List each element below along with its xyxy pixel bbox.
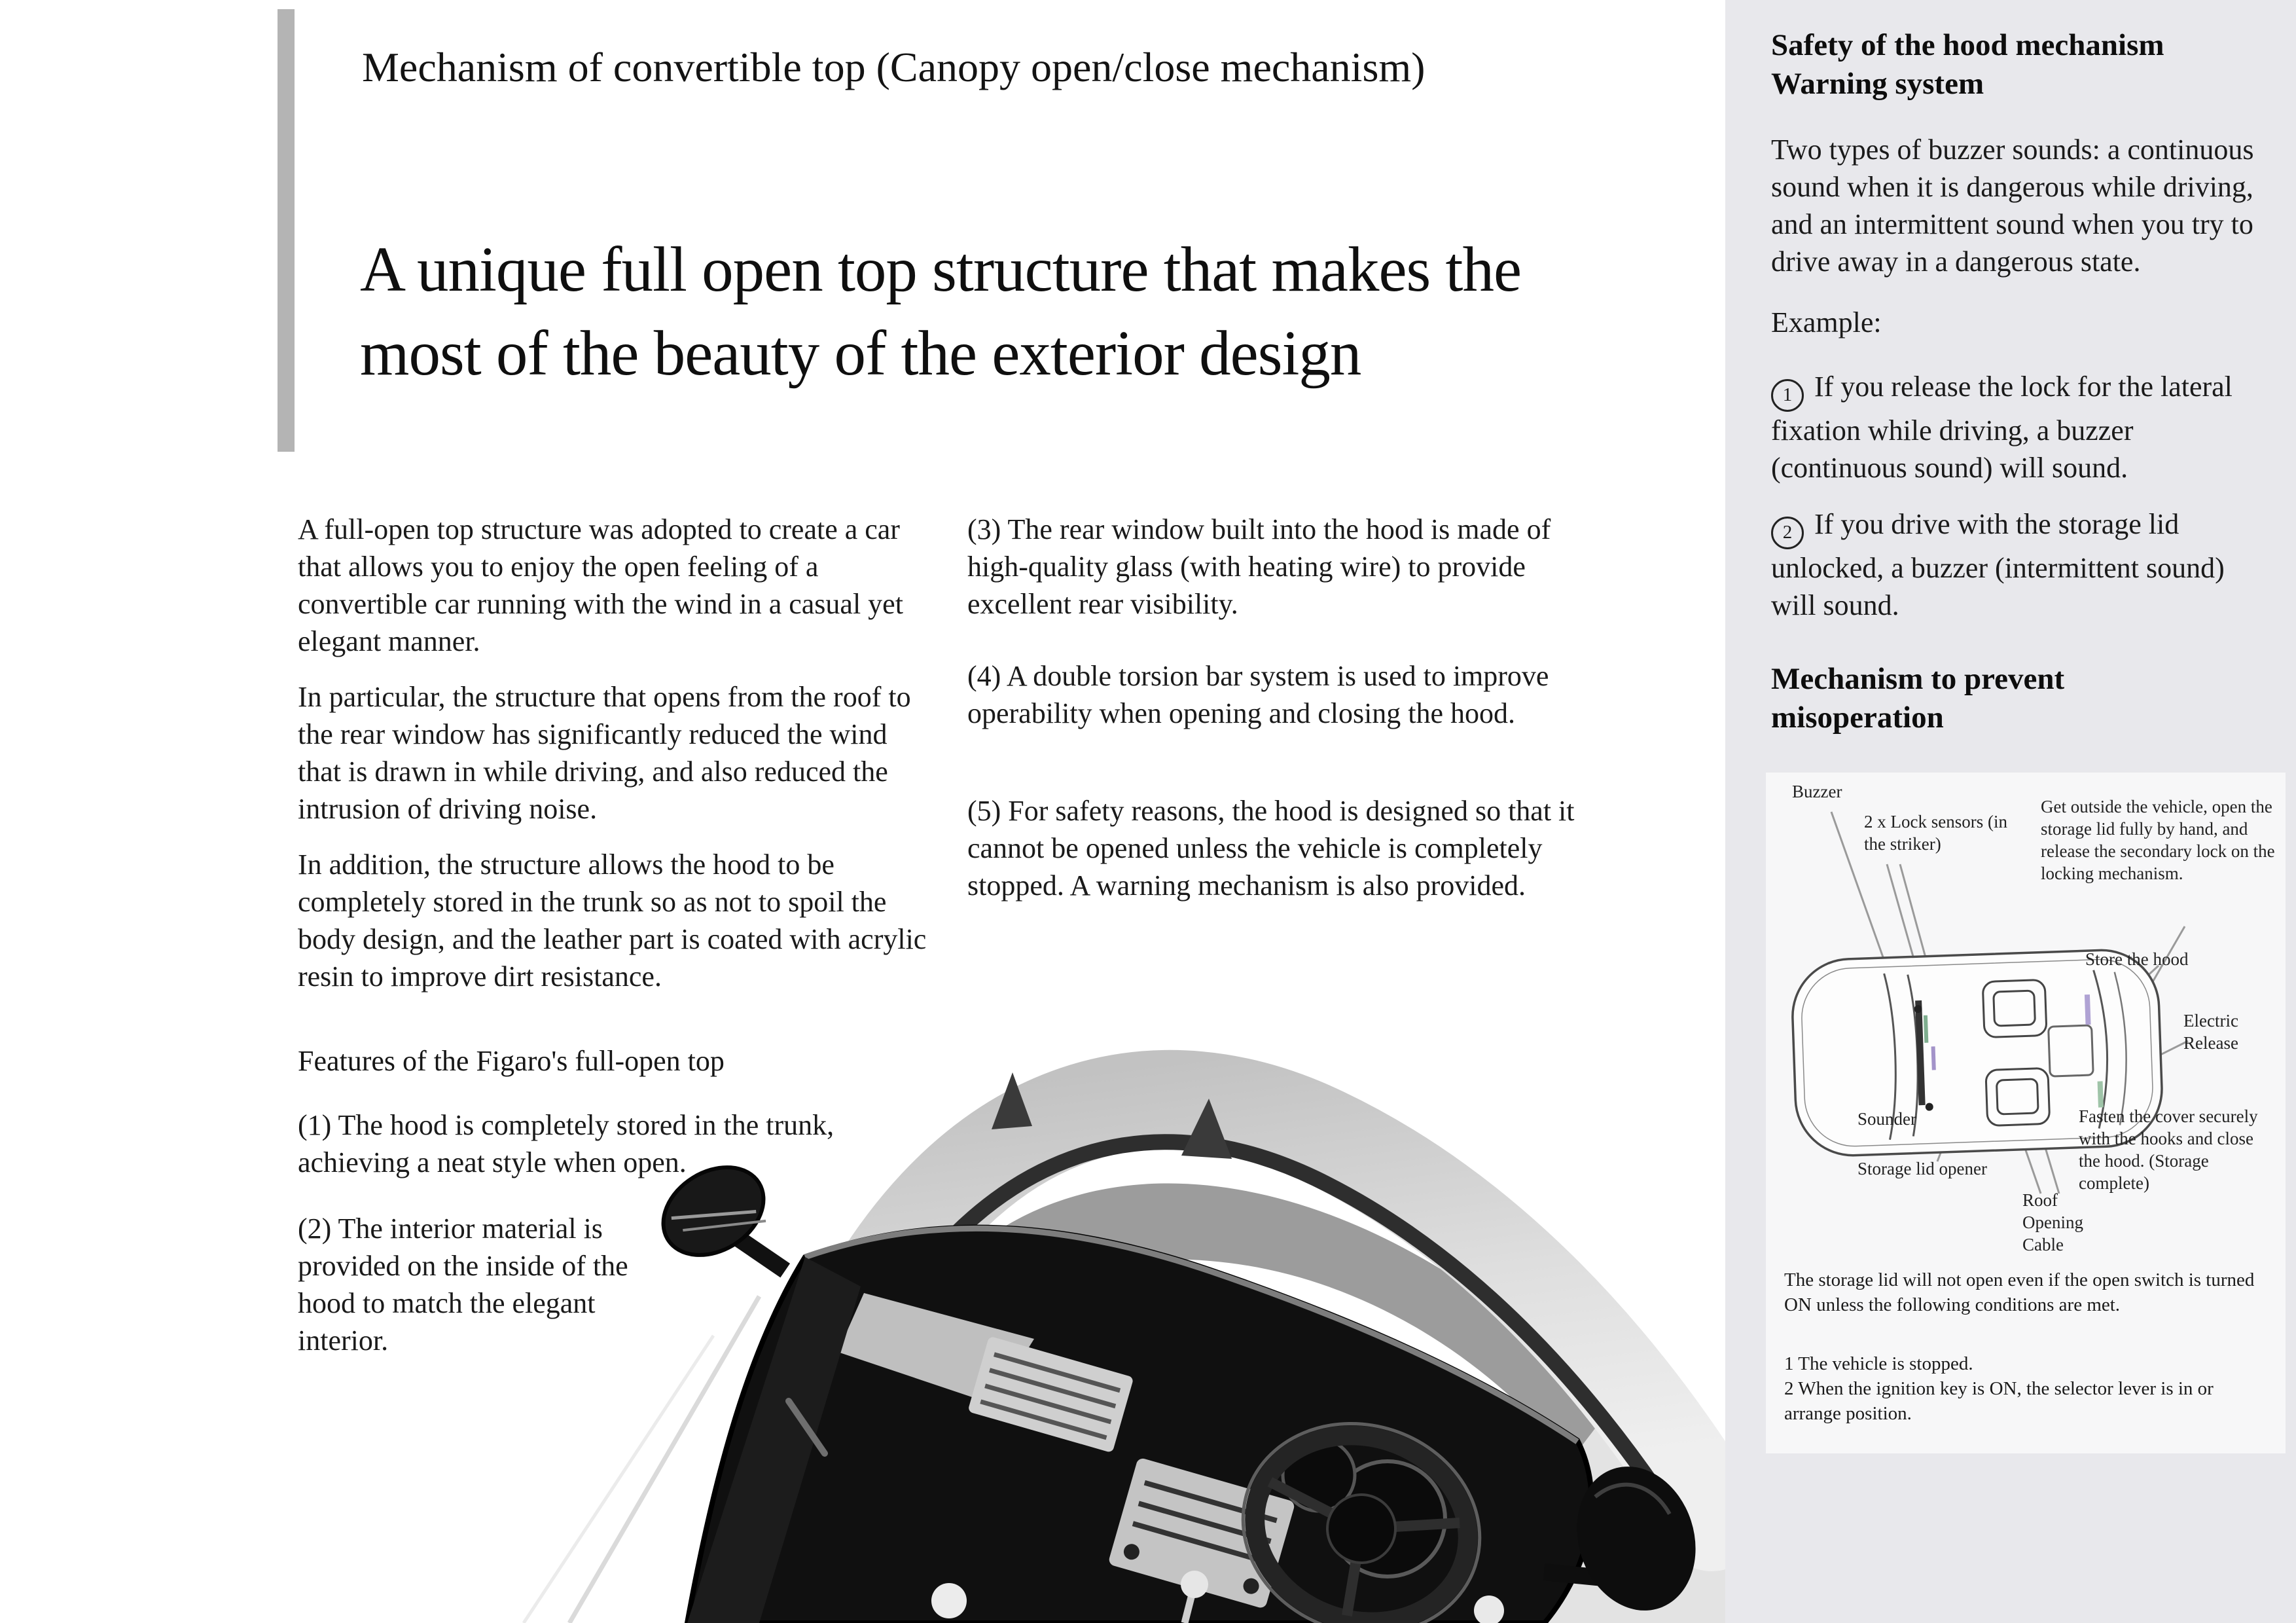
car-photo-illustration — [406, 995, 1767, 1623]
mechanism-heading: Mechanism to prevent misoperation — [1771, 662, 2065, 735]
panel-note: The storage lid will not open even if the open switch is turned ON unless the following conditions are met. — [1784, 1269, 2255, 1315]
feature-item: (5) For safety reasons, the hood is designed so that it cannot be opened unless the vehicle is completely stopped. A warning mechanism is also provided. — [967, 795, 1575, 902]
example-text: If you release the lock for the lateral fixation while driving, a buzzer (continuous sound) will sound. — [1771, 371, 2233, 484]
feature-item: (1) The hood is completely stored in the trunk, achieving a neat style when open. — [298, 1109, 834, 1178]
label-roof-opening-cable: Roof Opening Cable — [2022, 1190, 2083, 1254]
release-mark — [2098, 1081, 2104, 1107]
body-paragraph: In particular, the structure that opens from the roof to the rear window has significantly reduced the wind that is drawn in while driving, and also reduced the intrusion of driving noise. — [298, 681, 911, 825]
accent-bar — [278, 9, 295, 452]
release-mark — [2085, 994, 2091, 1025]
feature-item: (3) The rear window built into the hood is made of high-quality glass (with heating wire) to provide excellent rear visibility. — [967, 513, 1551, 620]
features-heading: Features of the Figaro's full-open top — [298, 1045, 725, 1077]
label-store-hood: Store the hood — [2085, 949, 2189, 969]
kicker-title: Mechanism of convertible top (Canopy open/close mechanism) — [362, 44, 1426, 90]
diagram-panel — [1766, 773, 2286, 1453]
shift-knob — [1181, 1571, 1208, 1598]
label-electric-release: Electric Release — [2183, 1011, 2238, 1053]
body-paragraph: In addition, the structure allows the hood to be completely stored in the trunk so as not to spoil the body design, and the leather part is coated with acrylic resin to improve dirt resistance. — [298, 848, 927, 993]
label-sounder: Sounder — [1857, 1109, 1916, 1129]
label-storage-lid-opener: Storage lid opener — [1857, 1159, 1987, 1178]
label-fasten: Fasten the cover securely with the hooks and close the hood. (Storage complete) — [2079, 1106, 2258, 1193]
lock-sensor-mark — [1931, 1046, 1936, 1070]
example-item — [1771, 505, 2270, 624]
label-lock-sensors: 2 x Lock sensors (in the striker) — [1864, 812, 2007, 854]
left-mirror — [647, 1150, 806, 1315]
label-buzzer: Buzzer — [1792, 782, 1842, 801]
panel-condition: 2 When the ignition key is ON, the selector lever is in or arrange position. — [1784, 1378, 2214, 1424]
example-item — [1771, 368, 2270, 486]
sidebar-heading: Safety of the hood mechanism Warning system — [1771, 28, 2164, 101]
feature-item: (4) A double torsion bar system is used to improve operability when opening and closing the hood. — [967, 660, 1549, 729]
page-title: A unique full open top structure that makes the most of the beauty of the exterior design — [360, 234, 1522, 388]
sidebar-intro: Two types of buzzer sounds: a continuous sound when it is dangerous while driving, and an intermittent sound when you try to drive away in a dangerous state. — [1771, 134, 2254, 278]
body-paragraph: A full-open top structure was adopted to create a car that allows you to enjoy the open feeling of a convertible car running with the wind in a casual yet elegant manner. — [298, 513, 903, 657]
example-text: If you drive with the storage lid unlocked, a buzzer (intermittent sound) will sound. — [1771, 508, 2225, 621]
label-get-outside: Get outside the vehicle, open the storage lid fully by hand, and release the secondary lock on the locking mechanism. — [2041, 797, 2275, 883]
feature-item: (2) The interior material is provided on the inside of the hood to match the elegant interior. — [298, 1213, 628, 1357]
headrest-knob — [931, 1583, 967, 1618]
panel-condition: 1 The vehicle is stopped. — [1784, 1353, 1973, 1374]
example-label: Example: — [1771, 306, 1882, 338]
circled-number-icon: 2 — [1771, 517, 1804, 549]
circled-number-icon: 1 — [1771, 379, 1804, 412]
